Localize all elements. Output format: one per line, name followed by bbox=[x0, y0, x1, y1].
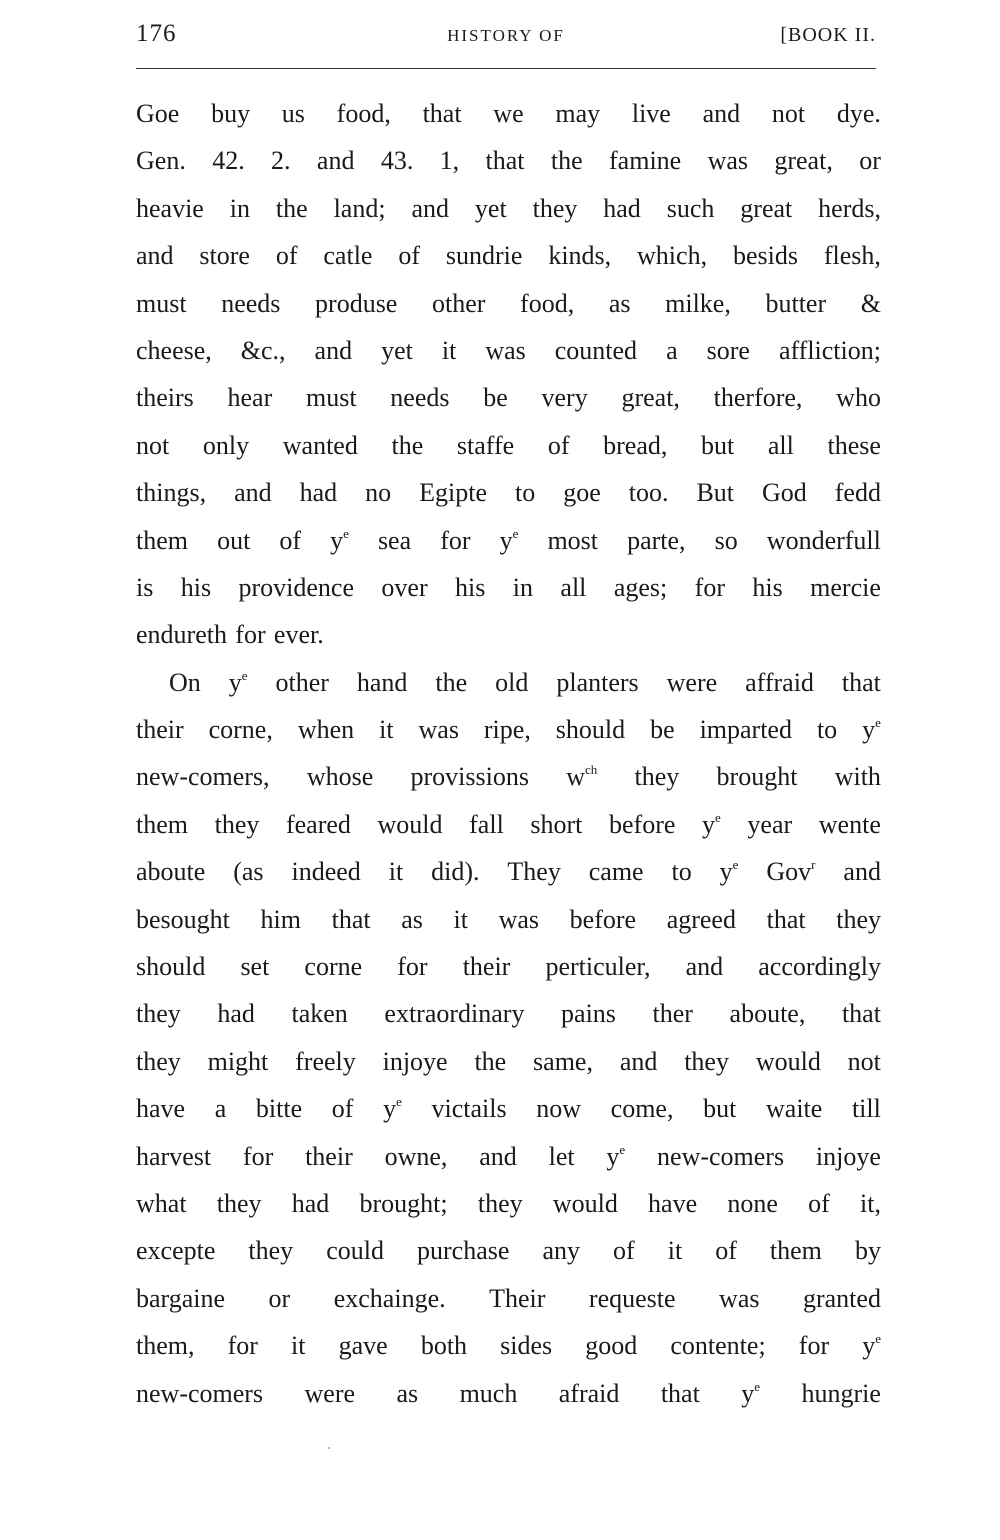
text-line: Gen. 42. 2. and 43. 1, that the famine was great, or bbox=[136, 146, 881, 176]
running-header bbox=[136, 16, 876, 56]
text-line: them out of $y^e$ sea for $y^e$ most parte, so wonderfull bbox=[136, 525, 881, 555]
header-rule bbox=[136, 68, 876, 69]
text-line: things, and had no Egipte to goe too. But God fedd bbox=[136, 478, 881, 508]
paragraph bbox=[136, 659, 881, 1417]
paragraph bbox=[136, 90, 881, 659]
text-line: must needs produse other food, as milke, butter & bbox=[136, 288, 881, 318]
text-line: is his providence over his in all ages; for his mercie bbox=[136, 572, 881, 602]
text-line: they might freely injoye the same, and they would not bbox=[136, 1046, 881, 1076]
text-line: endureth for ever. bbox=[136, 620, 324, 650]
page-number: 176 bbox=[136, 20, 177, 47]
text-line: and store of catle of sundrie kinds, which, besids flesh, bbox=[136, 241, 881, 271]
text-line: new-comers were as much afraid that $y^e$ hungrie bbox=[136, 1378, 881, 1408]
text-line: them, for it gave both sides good contente; for $y^e$ bbox=[136, 1331, 881, 1361]
text-line: them they feared would fall short before $y^e$ year wente bbox=[136, 809, 881, 839]
book-label: [BOOK II. bbox=[780, 24, 876, 46]
text-line: have a bitte of $y^e$ victails now come, but waite till bbox=[136, 1094, 881, 1124]
text-line: new-comers, whose provissions $w^{ch}$ they brought with bbox=[136, 762, 881, 792]
text-line: besought him that as it was before agreed that they bbox=[136, 904, 881, 934]
text-line: bargaine or exchainge. Their requeste was granted bbox=[136, 1283, 881, 1313]
text-line: cheese, &c., and yet it was counted a sore affliction; bbox=[136, 335, 881, 365]
text-line: theirs hear must needs be very great, therfore, who bbox=[136, 383, 881, 413]
text-line: should set corne for their perticuler, and accordingly bbox=[136, 952, 881, 982]
text-line: aboute (as indeed it did). They came to $y^e$ Gov$^r$ and bbox=[136, 857, 881, 887]
running-title: HISTORY OF bbox=[447, 26, 565, 45]
text-line: harvest for their owne, and let $y^e$ new-comers injoye bbox=[136, 1141, 881, 1171]
text-line: excepte they could purchase any of it of them by bbox=[136, 1236, 881, 1266]
text-line: they had taken extraordinary pains ther aboute, that bbox=[136, 999, 881, 1029]
text-line: Goe buy us food, that we may live and not dye. bbox=[136, 99, 881, 128]
ink-speck bbox=[328, 1447, 330, 1449]
body-text bbox=[136, 90, 881, 1417]
text-line: heavie in the land; and yet they had such great herds, bbox=[136, 193, 881, 223]
text-line: their corne, when it was ripe, should be imparted to $y^e$ bbox=[136, 715, 881, 745]
text-line: not only wanted the staffe of bread, but all these bbox=[136, 430, 881, 460]
text-line: what they had brought; they would have none of it, bbox=[136, 1188, 881, 1218]
text-line: On $y^e$ other hand the old planters were affraid that bbox=[169, 667, 881, 697]
